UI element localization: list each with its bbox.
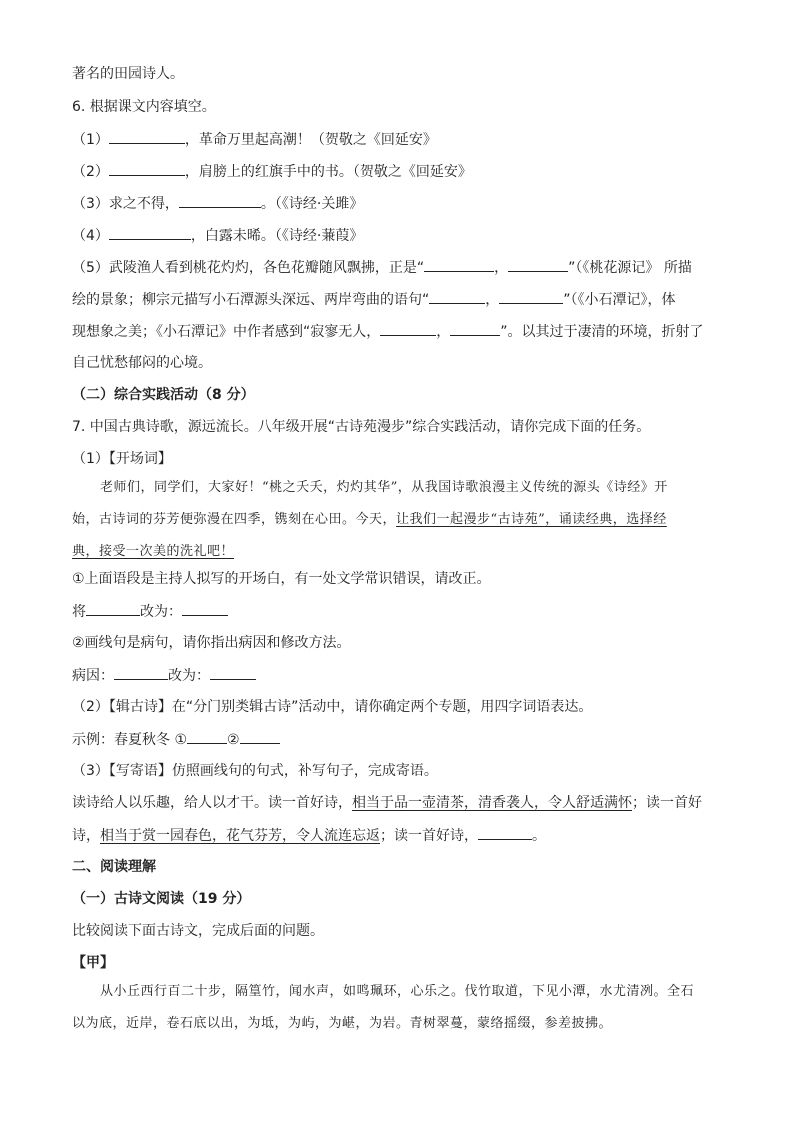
underlined-sentence: 让我们一起漫步“古诗苑”，诵读经典，选择经 xyxy=(396,512,667,527)
answer-blank xyxy=(182,601,228,616)
underlined-sentence: 典，接受一次美的洗礼吧！ xyxy=(72,544,235,559)
q6-item-2 xyxy=(72,161,472,182)
section-heading-poetry: （一）古诗文阅读（19 分） xyxy=(72,891,251,907)
answer-blank xyxy=(109,225,191,240)
q7-intro: 7. 中国古典诗歌，源远流长。八年级开展“古诗苑漫步”综合实践活动，请你完成下面的任务。 xyxy=(72,419,651,435)
comma: ， xyxy=(494,260,509,276)
q6-item-4 xyxy=(72,225,363,246)
answer-blank xyxy=(380,321,436,336)
item-text: ”（《小石潭记》，体 xyxy=(563,292,676,308)
item-number: （1） xyxy=(72,132,109,148)
answer-blank xyxy=(424,257,494,272)
underlined-sentence: 相当于品一壶清茶，清香袭人，令人舒适满怀 xyxy=(352,795,632,811)
answer-blank xyxy=(429,289,485,304)
q6-title: 6. 根据课文内容填空。 xyxy=(72,99,216,115)
text: 。 xyxy=(532,828,546,844)
text: ；读一首好诗， xyxy=(380,828,478,844)
q7-part2: （2）【辑古诗】在“分门别类辑古诗”活动中，请你确定两个专题，用四字词语表达。 xyxy=(72,699,593,715)
q7-part3: （3）【写寄语】仿照画线句的句式，补写句子，完成寄语。 xyxy=(72,763,438,779)
item-number: （4） xyxy=(72,228,109,244)
q7-sub1-answer xyxy=(72,601,228,622)
q7-part3-line-2 xyxy=(72,825,546,846)
q6-item-5-line-3 xyxy=(72,321,704,342)
q6-item-3 xyxy=(72,193,363,214)
item-text: 绘的景象；柳宗元描写小石潭源头深远、两岸弯曲的语句“ xyxy=(72,292,430,308)
answer-blank xyxy=(499,289,563,304)
text: ；读一首好 xyxy=(632,795,702,811)
q6-item-5-line-1 xyxy=(72,257,692,278)
example-text: 示例：春夏秋冬 ① xyxy=(72,732,188,748)
label: 改为： xyxy=(168,668,210,684)
comma: ， xyxy=(485,292,500,308)
label: 病因： xyxy=(72,668,114,684)
passage-line-2: 以为底，近岸，卷石底以出，为坻，为屿，为嵁，为岩。青树翠蔓，蒙络摇缀，参差披拂。 xyxy=(72,1016,613,1031)
q7-sub1: ①上面语段是主持人拟写的开场白，有一处文学常识错误，请改正。 xyxy=(72,571,491,587)
speech-line-2 xyxy=(72,510,667,530)
q7-part3-line-1 xyxy=(72,793,702,813)
underlined-sentence: 相当于赏一园春色，花气芬芳，令人流连忘返 xyxy=(100,828,380,844)
item-number: （2） xyxy=(72,164,109,180)
item-text: （5）武陵渔人看到桃花灼灼，各色花瓣随风飘拂，正是“ xyxy=(72,260,425,276)
section-heading-practice: （二）综合实践活动（8 分） xyxy=(72,387,255,403)
q6-item-1 xyxy=(72,129,437,150)
q7-part1-title: （1）【开场词】 xyxy=(72,451,172,467)
answer-blank xyxy=(187,729,227,744)
answer-blank xyxy=(179,193,261,208)
label: 改为： xyxy=(140,604,182,620)
q7-sub2-answer xyxy=(72,665,256,686)
example-text: ② xyxy=(227,732,240,748)
item-text: ”。以其过于凄清的环境，折射了 xyxy=(500,324,704,340)
speech-line-3 xyxy=(72,542,234,562)
q6-item-5-line-2 xyxy=(72,289,676,310)
item-text: ，革命万里起高潮！（贺敬之《回延安》 xyxy=(184,132,437,148)
answer-blank xyxy=(240,729,280,744)
reading-intro: 比较阅读下面古诗文，完成后面的问题。 xyxy=(72,923,324,939)
answer-blank xyxy=(478,825,532,840)
speech-line-1: 老师们，同学们，大家好！“桃之夭夭，灼灼其华”，从我国诗歌浪漫主义传统的源头《诗经》开 xyxy=(100,480,668,495)
comma: ， xyxy=(436,324,451,340)
label: 将 xyxy=(72,604,86,620)
item-number: （3）求之不得， xyxy=(72,196,179,212)
item-text: ”（《桃花源记》 所描 xyxy=(568,260,692,276)
part-heading-reading: 二、阅读理解 xyxy=(72,859,156,875)
text: 读诗给人以乐趣，给人以才干。读一首好诗， xyxy=(72,795,352,811)
answer-blank xyxy=(508,257,568,272)
passage-label-jia: 【甲】 xyxy=(72,955,114,971)
item-text: ，白露未晞。（《诗经·蒹葭》 xyxy=(190,228,364,244)
answer-blank xyxy=(86,601,140,616)
item-text: 现想象之美；《小石潭记》中作者感到“寂寥无人， xyxy=(72,324,381,340)
q6-item-5-line-4: 自己忧愁郁闷的心境。 xyxy=(72,355,212,371)
item-text: ，肩膀上的红旗手中的书。（贺敬之《回延安》 xyxy=(184,164,472,180)
intro-tail: 著名的田园诗人。 xyxy=(72,66,184,82)
answer-blank xyxy=(109,161,185,176)
passage-line-1: 从小丘西行百二十步，隔篁竹，闻水声，如鸣珮环，心乐之。伐竹取道，下见小潭，水尤清冽。全石 xyxy=(100,984,695,999)
q7-sub2: ②画线句是病句，请你指出病因和修改方法。 xyxy=(72,635,351,651)
q7-part2-example xyxy=(72,729,280,750)
answer-blank xyxy=(109,129,185,144)
item-text: 。（《诗经·关雎》 xyxy=(260,196,364,212)
text: 诗， xyxy=(72,828,100,844)
answer-blank xyxy=(450,321,500,336)
speech-text: 始，古诗词的芬芳便弥漫在四季，镌刻在心田。今天， xyxy=(72,512,397,527)
answer-blank xyxy=(210,665,256,680)
answer-blank xyxy=(114,665,168,680)
